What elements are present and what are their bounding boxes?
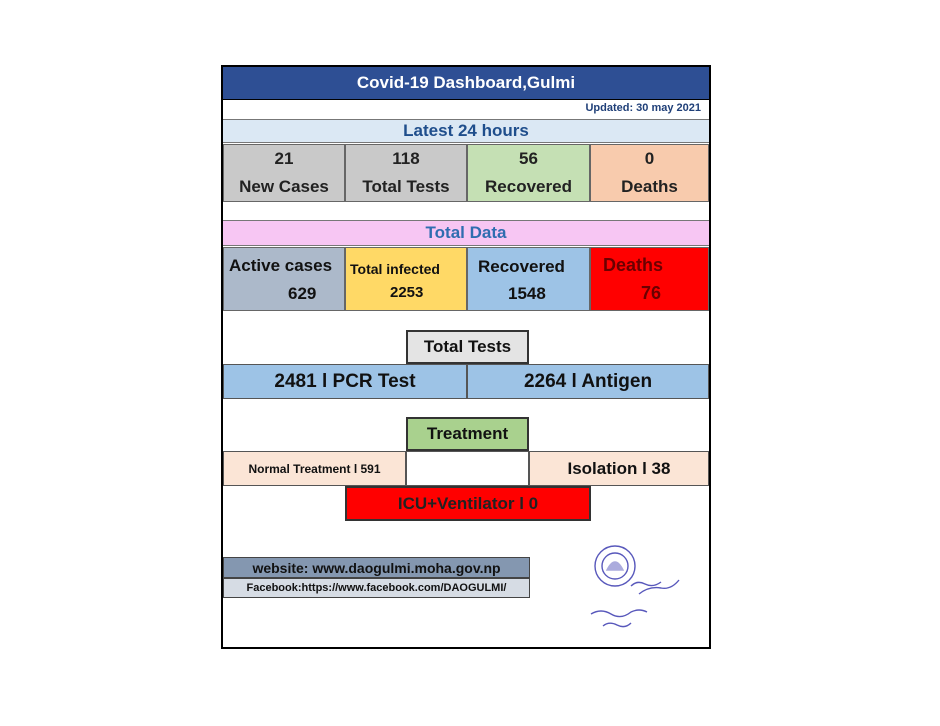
treatment-heading: Treatment xyxy=(406,417,529,451)
total-tests-24h-value: 118 xyxy=(392,149,420,168)
updated-date: Updated: 30 may 2021 xyxy=(585,102,701,114)
active-cases-value: 629 xyxy=(288,284,317,303)
deaths-24h-label: Deaths xyxy=(621,177,678,196)
latest-24h-heading: Latest 24 hours xyxy=(223,119,709,143)
page-title: Covid-19 Dashboard,Gulmi xyxy=(223,67,709,100)
normal-treatment-count: Normal Treatment l 591 xyxy=(223,451,406,486)
pcr-test-count: 2481 l PCR Test xyxy=(223,364,467,399)
icu-ventilator-count: ICU+Ventilator l 0 xyxy=(345,486,591,521)
new-cases-value: 21 xyxy=(274,149,294,168)
active-cases-box xyxy=(223,247,345,311)
facebook-link[interactable]: Facebook:https://www.facebook.com/DAOGULMI/ xyxy=(223,578,530,598)
active-cases-label: Active cases xyxy=(229,256,333,275)
new-cases-label: New Cases xyxy=(239,177,329,196)
total-recovered-box xyxy=(467,247,590,311)
deaths-24h-box xyxy=(590,144,709,202)
recovered-24h-value: 56 xyxy=(519,149,538,168)
total-deaths-label: Deaths xyxy=(603,255,664,275)
total-tests-24h-box xyxy=(345,144,467,202)
total-recovered-value: 1548 xyxy=(508,284,546,303)
office-seal-icon xyxy=(583,544,693,629)
total-infected-label: Total infected xyxy=(350,261,440,277)
isolation-count: Isolation l 38 xyxy=(529,451,709,486)
office-stamp xyxy=(583,544,693,629)
new-cases-box xyxy=(223,144,345,202)
total-infected-value: 2253 xyxy=(390,284,424,301)
total-tests-24h-label: Total Tests xyxy=(362,177,450,196)
total-deaths-box xyxy=(590,247,709,311)
website-link[interactable]: website: www.daogulmi.moha.gov.np xyxy=(223,557,530,578)
total-data-heading: Total Data xyxy=(223,220,709,246)
recovered-24h-box xyxy=(467,144,590,202)
antigen-test-count: 2264 l Antigen xyxy=(467,364,709,399)
total-deaths-value: 76 xyxy=(641,283,662,303)
total-tests-heading: Total Tests xyxy=(406,330,529,364)
deaths-24h-value: 0 xyxy=(644,149,655,168)
recovered-24h-label: Recovered xyxy=(485,177,572,196)
total-infected-box xyxy=(345,247,467,311)
treatment-empty-cell xyxy=(406,451,529,486)
total-recovered-label: Recovered xyxy=(478,257,565,276)
dashboard-card xyxy=(221,65,711,649)
